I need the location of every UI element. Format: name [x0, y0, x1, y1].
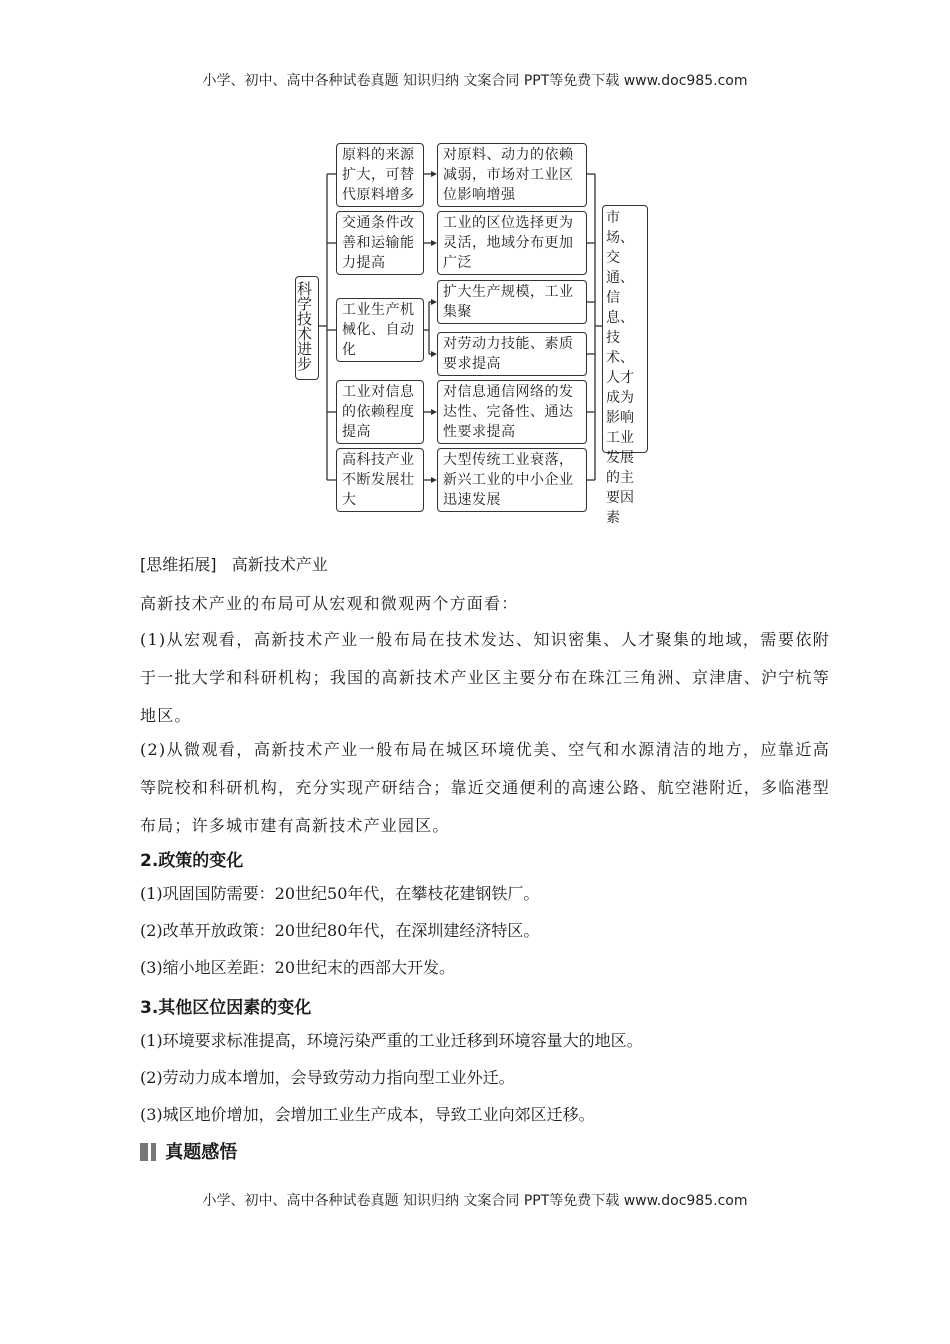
diagram-cause-box: 原料的来源扩大，可替代原料增多 [336, 143, 424, 207]
diagram-root-box: 科学技术进步 [295, 276, 319, 380]
extension-heading [140, 553, 328, 577]
section-title [140, 1138, 237, 1164]
extension-title: 高新技术产业 [231, 555, 328, 574]
extension-paragraph-1: (1)从宏观看，高新技术产业一般布局在技术发达、知识密集、人才聚集的地域，需要依附于一批大学和科研机构；我国的高新技术产业区主要分布在珠江三角洲、京津唐、沪宁杭等地区。 [140, 630, 830, 725]
extension-tag: [思维拓展] [140, 555, 217, 574]
diagram-effect-box: 工业的区位选择更为灵活，地域分布更加广泛 [437, 211, 587, 275]
policy-item: (1)巩固国防需要：20世纪50年代，在攀枝花建钢铁厂。 [140, 884, 540, 903]
policy-item: (3)缩小地区差距：20世纪末的西部大开发。 [140, 958, 456, 977]
diagram-cause-box: 工业对信息的依赖程度提高 [336, 380, 424, 444]
extension-paragraph-2: (2)从微观看，高新技术产业一般布局在城区环境优美、空气和水源清洁的地方，应靠近高等院校和科研机构，充分实现产研结合；靠近交通便利的高速公路、航空港附近，多临港型布局；许多城市建有高新技术产业园区。 [140, 740, 830, 835]
diagram-effect-box: 对劳动力技能、素质要求提高 [437, 332, 587, 376]
diagram-result-box: 市场、交通、信息、技术、人才成为影响工业发展的主要因素 [602, 205, 648, 453]
diagram-effect-box: 扩大生产规模，工业集聚 [437, 280, 587, 324]
section-marker-icon [151, 1143, 156, 1161]
diagram-cause-box: 交通条件改善和运输能力提高 [336, 211, 424, 275]
other-factors-heading: 3.其他区位因素的变化 [140, 998, 312, 1018]
extension-intro: 高新技术产业的布局可从宏观和微观两个方面看： [140, 594, 519, 613]
section-marker-icon [140, 1143, 148, 1161]
page-header: 小学、初中、高中各种试卷真题 知识归纳 文案合同 PPT等免费下载 www.doc985.com [202, 73, 748, 89]
policy-heading: 2.政策的变化 [140, 851, 244, 871]
page-footer: 小学、初中、高中各种试卷真题 知识归纳 文案合同 PPT等免费下载 www.doc985.com [202, 1193, 748, 1209]
policy-item: (2)改革开放政策：20世纪80年代，在深圳建经济特区。 [140, 921, 540, 940]
diagram-effect-box: 大型传统工业衰落，新兴工业的中小企业迅速发展 [437, 448, 587, 512]
diagram-cause-box: 工业生产机械化、自动化 [336, 298, 424, 362]
other-factors-item: (3)城区地价增加，会增加工业生产成本，导致工业向郊区迁移。 [140, 1105, 595, 1124]
diagram-cause-box: 高科技产业不断发展壮大 [336, 448, 424, 512]
section-title-text: 真题感悟 [165, 1142, 238, 1163]
diagram-effect-box: 对信息通信网络的发达性、完备性、通达性要求提高 [437, 380, 587, 444]
other-factors-item: (2)劳动力成本增加，会导致劳动力指向型工业外迁。 [140, 1068, 515, 1087]
other-factors-item: (1)环境要求标准提高，环境污染严重的工业迁移到环境容量大的地区。 [140, 1031, 643, 1050]
diagram-effect-box: 对原料、动力的依赖减弱，市场对工业区位影响增强 [437, 143, 587, 207]
